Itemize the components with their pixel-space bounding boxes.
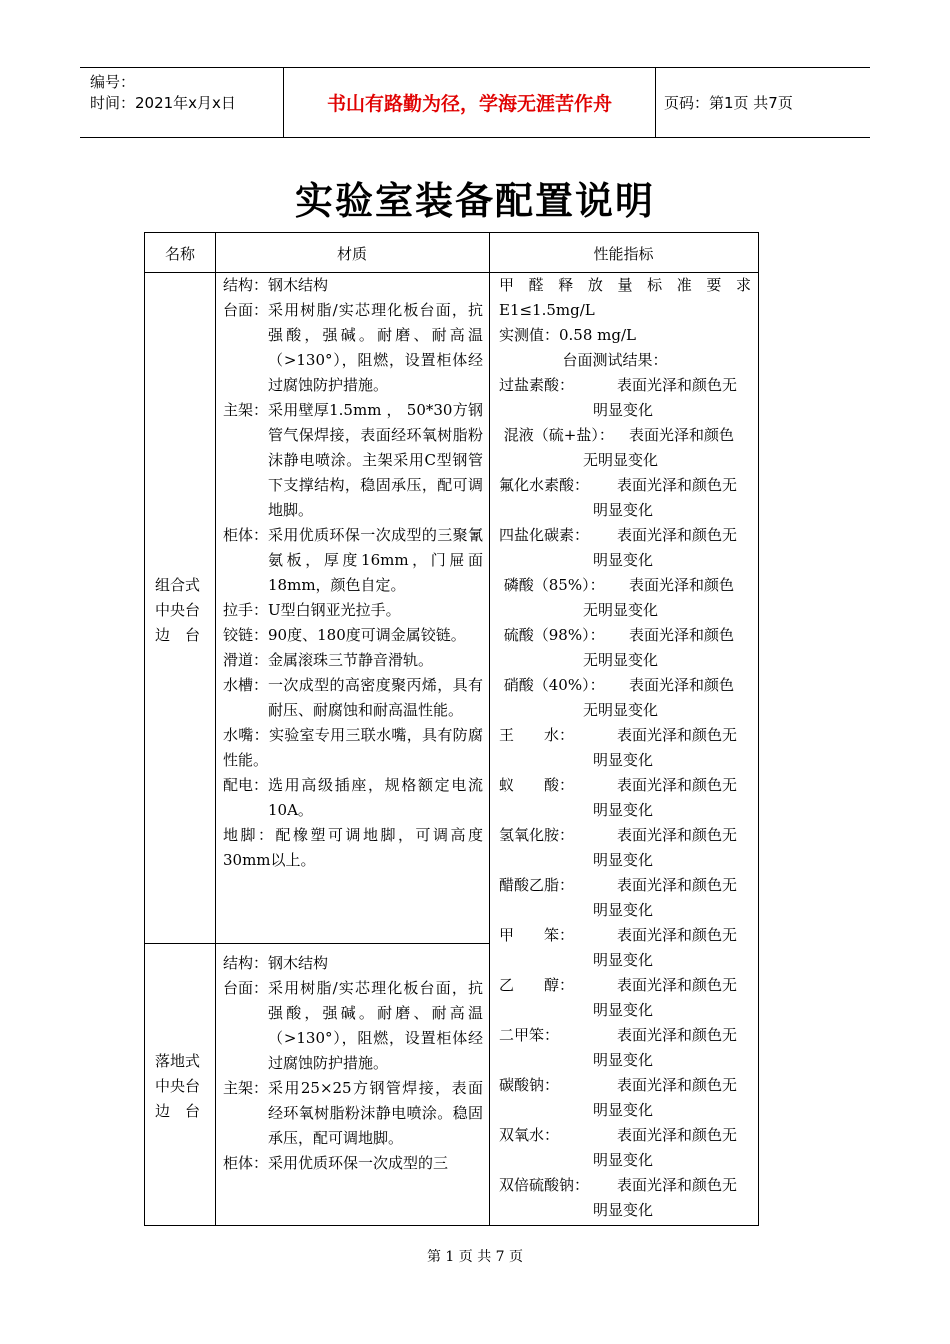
name-line: 落地式 bbox=[155, 1052, 201, 1070]
result-text-cont: 明显变化 bbox=[593, 401, 654, 419]
material-value: 配橡塑可调地脚，可调高度30mm以上。 bbox=[223, 826, 483, 869]
material-label: 配电： bbox=[223, 776, 269, 794]
material-label: 滑道： bbox=[223, 651, 269, 669]
chemical-name: 二甲笨： bbox=[499, 1026, 560, 1044]
result-text-cont: 明显变化 bbox=[593, 1201, 654, 1219]
chemical-name: 硝酸（40%）： bbox=[499, 676, 605, 694]
result-text: 表面光泽和颜色无 bbox=[617, 376, 738, 394]
chemical-name: 双氧水： bbox=[499, 1126, 560, 1144]
material-label: 主架： bbox=[223, 1079, 269, 1097]
result-text: 表面光泽和颜色无 bbox=[617, 1176, 738, 1194]
material-label: 结构： bbox=[223, 954, 269, 972]
result-text: 表面光泽和颜色无 bbox=[617, 1076, 738, 1094]
chemical-name: 醋酸乙脂： bbox=[499, 876, 575, 894]
chemical-name: 氢氧化胺： bbox=[499, 826, 575, 844]
table-header-performance: 性能指标 bbox=[593, 244, 654, 263]
material-item bbox=[223, 823, 483, 873]
row-2-name bbox=[145, 1049, 215, 1124]
test-result-item bbox=[499, 723, 751, 773]
material-value: 采用25×25方钢管焊接，表面经环氧树脂粉沫静电喷涂。稳固承压，配可调地脚。 bbox=[268, 1079, 483, 1147]
result-text-cont: 明显变化 bbox=[593, 551, 654, 569]
material-item bbox=[223, 673, 483, 723]
name-line: 中央台 bbox=[155, 1077, 201, 1095]
material-value: 钢木结构 bbox=[268, 276, 329, 294]
result-text-cont: 明显变化 bbox=[593, 851, 654, 869]
row-1-materials bbox=[223, 273, 483, 873]
chemical-name: 四盐化碳素： bbox=[499, 526, 590, 544]
result-text: 表面光泽和颜色无 bbox=[617, 476, 738, 494]
table-header-material: 材质 bbox=[336, 244, 367, 263]
table-header-name: 名称 bbox=[164, 244, 195, 263]
material-value: 金属滚珠三节静音滑轨。 bbox=[268, 651, 434, 669]
material-value: 采用优质环保一次成型的三 bbox=[268, 1154, 449, 1172]
chemical-name: 蚁 酸： bbox=[499, 776, 575, 794]
material-label: 铰链： bbox=[223, 626, 269, 644]
header-page-info: 页码：第1页 共7页 bbox=[664, 94, 793, 112]
test-result-item bbox=[499, 1023, 751, 1073]
test-result-item bbox=[499, 423, 751, 473]
result-text: 表面光泽和颜色 bbox=[629, 576, 735, 594]
name-line: 边 台 bbox=[155, 1102, 201, 1120]
material-value: 采用树脂/实芯理化板台面，抗强酸，强碱。耐磨、耐高温（>130°），阻燃，设置柜体经过腐蚀防护措施。 bbox=[268, 979, 483, 1072]
result-text-cont: 明显变化 bbox=[593, 501, 654, 519]
test-result-item bbox=[499, 923, 751, 973]
document-title: 实验室装备配置说明 bbox=[294, 178, 655, 223]
formaldehyde-standard-value: E1≤1.5mg/L bbox=[499, 301, 595, 319]
test-result-item bbox=[499, 523, 751, 573]
test-result-item bbox=[499, 773, 751, 823]
result-text: 表面光泽和颜色无 bbox=[617, 826, 738, 844]
material-item bbox=[223, 523, 483, 598]
test-result-item bbox=[499, 873, 751, 923]
chemical-name: 过盐素酸： bbox=[499, 376, 575, 394]
material-value: 采用树脂/实芯理化板台面，抗强酸，强碱。耐磨、耐高温（>130°），阻燃，设置柜体经过腐蚀防护措施。 bbox=[268, 301, 483, 394]
test-result-item bbox=[499, 1173, 751, 1223]
result-text-cont: 明显变化 bbox=[593, 1151, 654, 1169]
test-result-item bbox=[499, 373, 751, 423]
material-value: 采用优质环保一次成型的三聚氰氨板，厚度16mm，门屉面18mm，颜色自定。 bbox=[268, 526, 483, 594]
name-line: 组合式 bbox=[155, 576, 201, 594]
test-result-item bbox=[499, 1073, 751, 1123]
material-label: 柜体： bbox=[223, 526, 269, 544]
material-label: 水嘴： bbox=[223, 726, 269, 744]
result-text-cont: 明显变化 bbox=[593, 1101, 654, 1119]
result-text: 表面光泽和颜色无 bbox=[617, 926, 738, 944]
result-text: 表面光泽和颜色无 bbox=[617, 1126, 738, 1144]
chemical-name: 双倍硫酸钠： bbox=[499, 1176, 590, 1194]
material-item bbox=[223, 623, 483, 648]
material-value: 选用高级插座，规格额定电流10A。 bbox=[268, 776, 483, 819]
material-value: 90度、180度可调金属铰链。 bbox=[268, 626, 466, 644]
material-item bbox=[223, 398, 483, 523]
table-row-divider bbox=[145, 943, 489, 944]
result-text: 表面光泽和颜色无 bbox=[617, 976, 738, 994]
material-item bbox=[223, 648, 483, 673]
material-label: 结构： bbox=[223, 276, 269, 294]
test-result-item bbox=[499, 673, 751, 723]
material-item bbox=[223, 1076, 483, 1151]
table-col-divider bbox=[215, 233, 216, 1225]
result-text-cont: 无明显变化 bbox=[583, 601, 659, 619]
material-item bbox=[223, 976, 483, 1076]
material-item bbox=[223, 1151, 483, 1176]
page-header bbox=[80, 67, 870, 138]
result-text-cont: 明显变化 bbox=[593, 1051, 654, 1069]
material-label: 台面： bbox=[223, 979, 269, 997]
test-result-item bbox=[499, 973, 751, 1023]
result-text-cont: 明显变化 bbox=[593, 1001, 654, 1019]
chemical-name: 磷酸（85%）： bbox=[499, 576, 605, 594]
table-col-divider bbox=[489, 233, 490, 1225]
chemical-name: 混液（硫+盐）： bbox=[499, 426, 614, 444]
chemical-name: 碳酸钠： bbox=[499, 1076, 560, 1094]
result-text-cont: 无明显变化 bbox=[583, 651, 659, 669]
result-text: 表面光泽和颜色无 bbox=[617, 776, 738, 794]
row-1-name bbox=[145, 573, 215, 648]
material-label: 水槽： bbox=[223, 676, 269, 694]
test-results-title: 台面测试结果： bbox=[562, 351, 668, 369]
material-item bbox=[223, 298, 483, 398]
material-label: 柜体： bbox=[223, 1154, 269, 1172]
result-text-cont: 明显变化 bbox=[593, 901, 654, 919]
result-text-cont: 无明显变化 bbox=[583, 451, 659, 469]
chemical-name: 氟化水素酸： bbox=[499, 476, 590, 494]
material-item bbox=[223, 951, 483, 976]
chemical-name: 王 水： bbox=[499, 726, 575, 744]
result-text: 表面光泽和颜色无 bbox=[617, 726, 738, 744]
material-label: 地脚： bbox=[223, 826, 276, 844]
test-result-item bbox=[499, 473, 751, 523]
row-2-materials bbox=[223, 951, 483, 1176]
material-label: 台面： bbox=[223, 301, 269, 319]
page-footer: 第 1 页 共 7 页 bbox=[426, 1249, 524, 1265]
name-line: 边 台 bbox=[155, 626, 201, 644]
chemical-name: 乙 醇： bbox=[499, 976, 575, 994]
test-result-item bbox=[499, 1123, 751, 1173]
material-item bbox=[223, 598, 483, 623]
test-result-item bbox=[499, 623, 751, 673]
result-text-cont: 明显变化 bbox=[593, 801, 654, 819]
result-text-cont: 明显变化 bbox=[593, 951, 654, 969]
material-item bbox=[223, 723, 483, 773]
material-value: 一次成型的高密度聚丙烯，具有耐压、耐腐蚀和耐高温性能。 bbox=[268, 676, 483, 719]
test-result-item bbox=[499, 823, 751, 873]
result-text: 表面光泽和颜色无 bbox=[617, 526, 738, 544]
material-value: 实验室专用三联水嘴，具有防腐性能。 bbox=[223, 726, 483, 769]
result-text: 表面光泽和颜色 bbox=[629, 426, 735, 444]
material-label: 拉手： bbox=[223, 601, 269, 619]
result-text: 表面光泽和颜色 bbox=[629, 676, 735, 694]
result-text-cont: 明显变化 bbox=[593, 751, 654, 769]
chemical-name: 硫酸（98%）： bbox=[499, 626, 605, 644]
material-value: U型白钢亚光拉手。 bbox=[268, 601, 401, 619]
material-label: 主架： bbox=[223, 401, 269, 419]
header-meta bbox=[90, 72, 285, 114]
material-item bbox=[223, 273, 483, 298]
header-motto: 书山有路勤为径，学海无涯苦作舟 bbox=[283, 68, 656, 137]
formaldehyde-standard: 甲醛释放量标准要求 bbox=[499, 276, 751, 294]
test-result-item bbox=[499, 573, 751, 623]
doc-number-label: 编号： bbox=[90, 73, 136, 91]
measured-value: 实测值：0.58 mg/L bbox=[499, 326, 637, 344]
doc-time-label: 时间：2021年x月x日 bbox=[90, 94, 236, 112]
chemical-name: 甲 笨： bbox=[499, 926, 575, 944]
test-results-list bbox=[499, 373, 751, 1223]
material-value: 采用壁厚1.5mm ， 50*30方钢管气保焊接，表面经环氧树脂粉沫静电喷涂。主架采用C型钢管下支撑结构，稳固承压，配可调地脚。 bbox=[268, 401, 483, 519]
result-text: 表面光泽和颜色 bbox=[629, 626, 735, 644]
name-line: 中央台 bbox=[155, 601, 201, 619]
performance-column bbox=[499, 273, 751, 1223]
material-value: 钢木结构 bbox=[268, 954, 329, 972]
result-text: 表面光泽和颜色无 bbox=[617, 876, 738, 894]
material-item bbox=[223, 773, 483, 823]
result-text-cont: 无明显变化 bbox=[583, 701, 659, 719]
result-text: 表面光泽和颜色无 bbox=[617, 1026, 738, 1044]
equipment-table bbox=[144, 232, 759, 1226]
